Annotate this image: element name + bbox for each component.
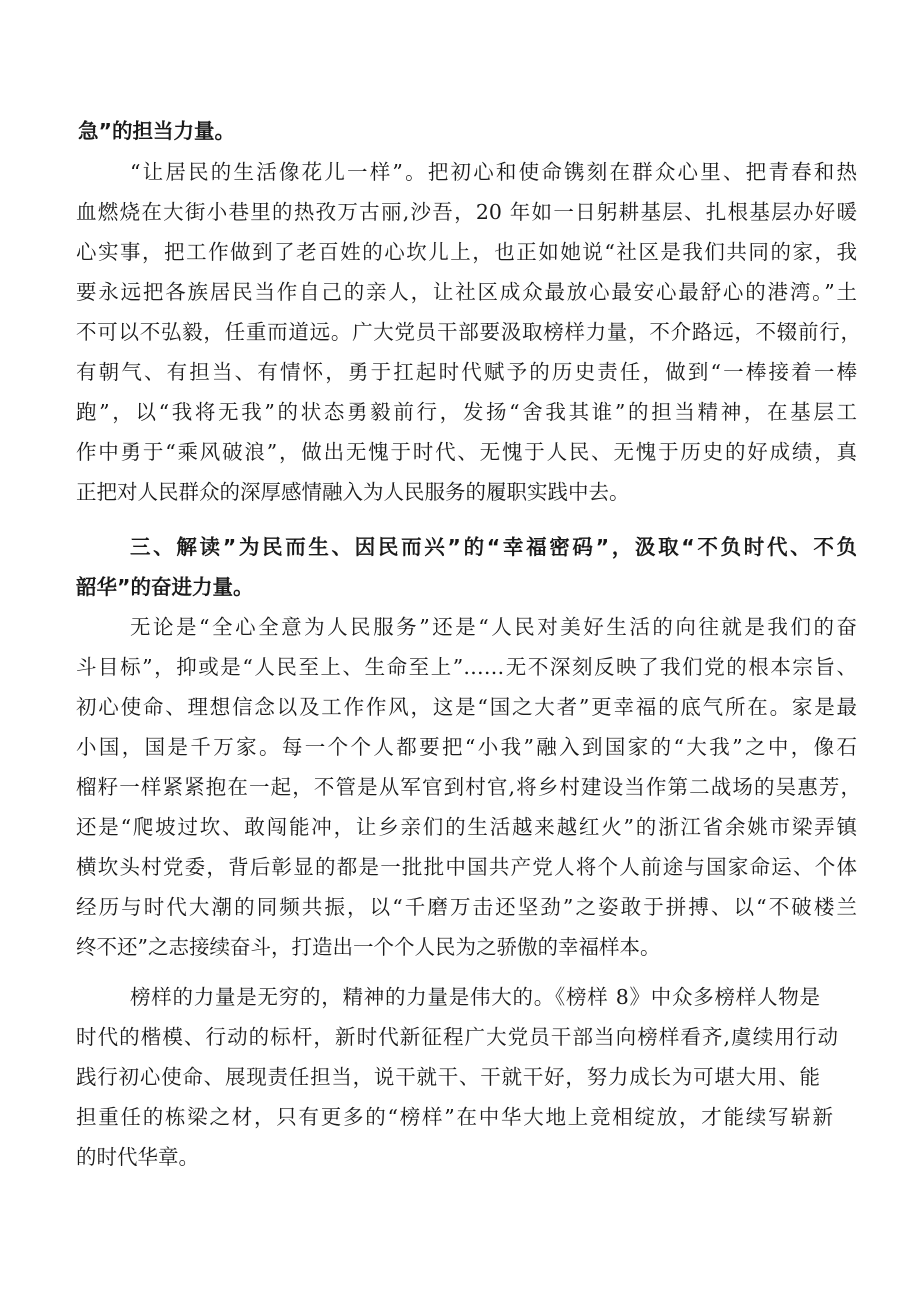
paragraph-line: 初心使命、理想信念以及工作作风，这是“国之大者”更幸福的底气所在。家是最 — [76, 695, 857, 719]
paragraph-line: 还是“爬坡过坎、敢闯能冲，让乡亲们的生活越来越红火”的浙江省余姚市梁弄镇 — [76, 815, 857, 839]
paragraph-line: 斗目标”，抑或是“人民至上、生命至上”……无不深刻反映了我们党的根本宗旨、 — [76, 655, 857, 679]
heading-line: 三、解读”为民而生、因民而兴”的“幸福密码”，汲取“不负时代、不负 — [130, 535, 857, 559]
paragraph-line: 横坎头村党委，背后彰显的都是一批批中国共产党人将个人前途与国家命运、个体 — [76, 855, 857, 879]
paragraph-line: 跑”，以“我将无我”的状态勇毅前行，发扬“舍我其谁”的担当精神，在基层工 — [76, 400, 857, 424]
paragraph-line: 正把对人民群众的深厚感情融入为人民服务的履职实践中去。 — [76, 480, 630, 504]
paragraph-line: 经历与时代大潮的同频共振，以“千磨万击还坚劲”之姿敢于拼搏、以“不破楼兰 — [76, 895, 857, 919]
paragraph-line: 终不还”之志接续奋斗，打造出一个个人民为之骄傲的幸福样本。 — [76, 935, 661, 959]
paragraph-line: 心实事，把工作做到了老百姓的心坎儿上，也正如她说“社区是我们共同的家，我 — [76, 240, 857, 264]
paragraph-line: “让居民的生活像花儿一样”。把初心和使命镌刻在群众心里、把青春和热 — [130, 160, 857, 184]
paragraph-line: 时代的楷模、行动的标杆，新时代新征程广大党员干部当向榜样看齐,虞续用行动 — [76, 1025, 838, 1049]
paragraph-line: 榴籽一样紧紧抱在一起，不管是从军官到村官,将乡村建设当作第二战场的吴惠芳， — [76, 775, 861, 799]
heading-tail: 急”的担当力量。 — [78, 119, 235, 143]
paragraph-line: 的时代华章。 — [76, 1145, 199, 1169]
paragraph-line: 不可以不弘毅，任重而道远。广大党员干部要汲取榜样力量，不介路远，不辍前行， — [76, 320, 861, 344]
paragraph-line: 要永远把各族居民当作自己的亲人，让社区成众最放心最安心最舒心的港湾。”土 — [76, 280, 857, 304]
paragraph-line: 榜样的力量是无穷的，精神的力量是伟大的。《榜样 8》中众多榜样人物是 — [130, 985, 820, 1009]
paragraph-line: 践行初心使命、展现责任担当，说干就干、干就干好，努力成长为可堪大用、能 — [76, 1065, 820, 1089]
paragraph-line: 无论是“全心全意为人民服务”还是“人民对美好生活的向往就是我们的奋 — [130, 615, 857, 639]
heading-line: 韶华”的奋进力量。 — [76, 575, 254, 599]
paragraph-line: 作中勇于“乘风破浪”，做出无愧于时代、无愧于人民、无愧于历史的好成绩，真 — [76, 440, 857, 464]
paragraph-line: 小国，国是千万家。每一个个人都要把“小我”融入到国家的“大我”之中，像石 — [76, 735, 857, 759]
paragraph-line: 有朝气、有担当、有情怀，勇于扛起时代赋予的历史责任，做到“一棒接着一棒 — [76, 360, 857, 384]
paragraph-line: 血燃烧在大街小巷里的热孜万古丽,沙吾，20 年如一日躬耕基层、扎根基层办好暖 — [76, 200, 857, 224]
paragraph-line: 担重任的栋梁之材，只有更多的“榜样”在中华大地上竞相绽放，才能续写崭新 — [76, 1105, 833, 1129]
